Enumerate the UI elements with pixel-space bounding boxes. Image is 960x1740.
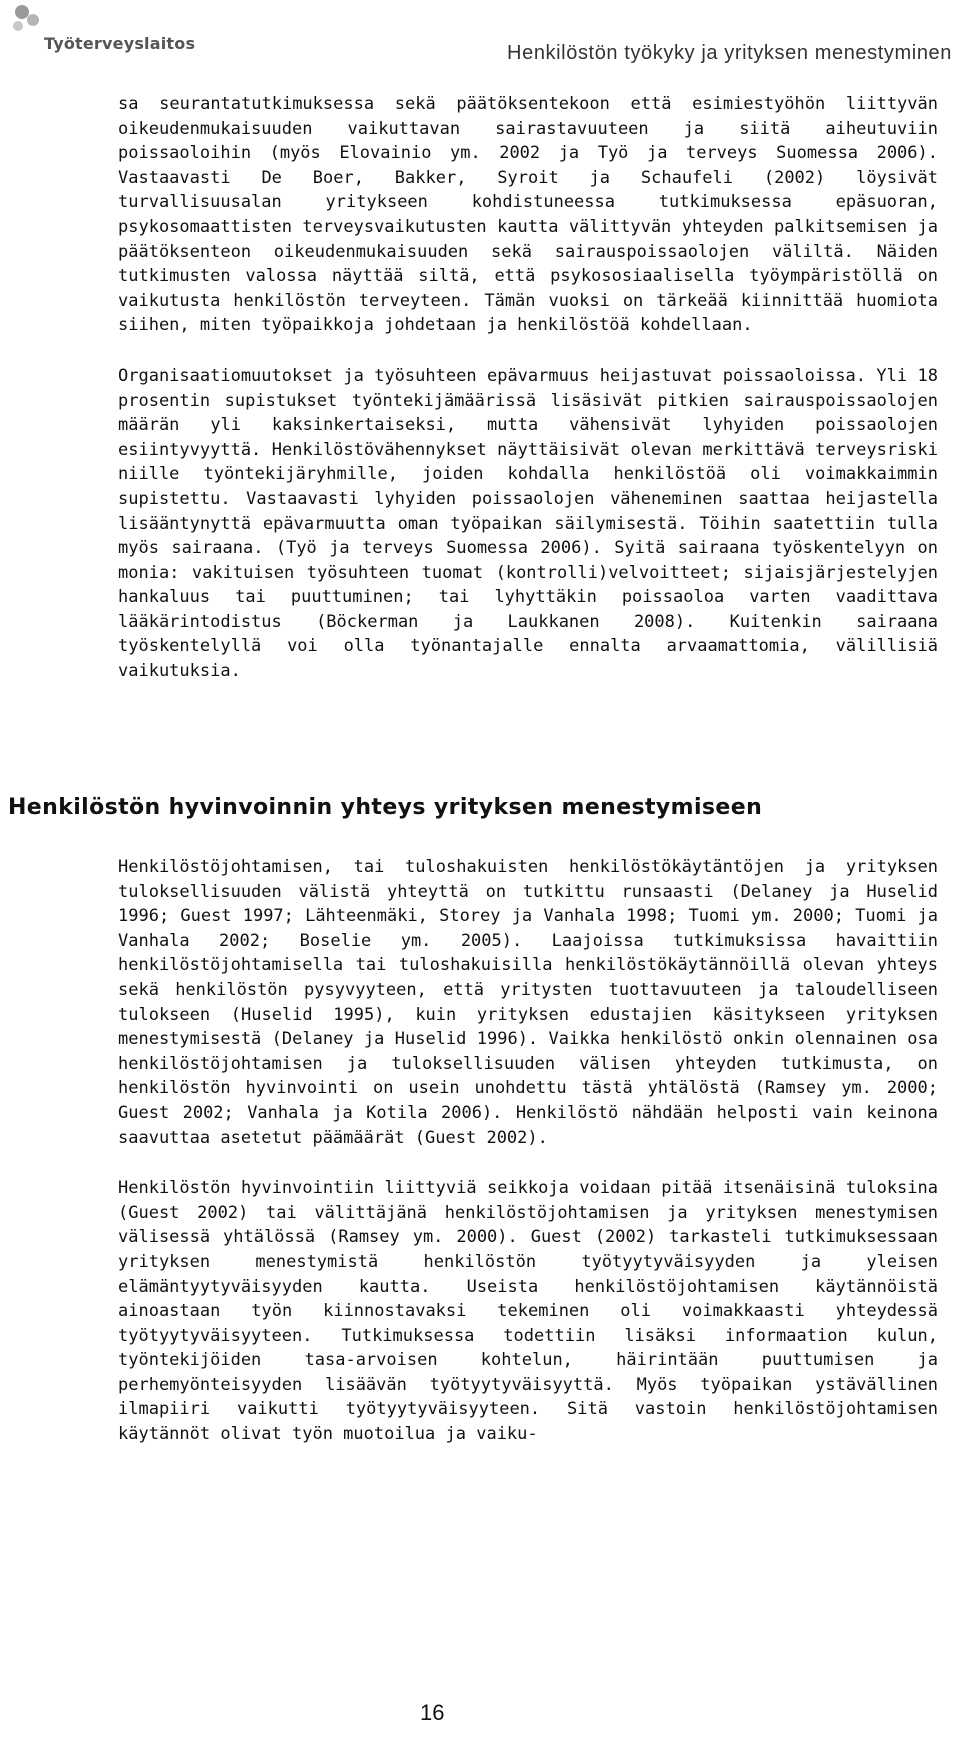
page-header	[0, 0, 960, 90]
paragraph: Organisaatiomuutokset ja työsuhteen epävarmuus heijastuvat poissaoloissa. Yli 18 prosentin supistukset työntekijämäärissä lisäsivät pitkien sairauspoissaolojen määrän yli kaksinkertaiseksi, mutta vähensivät lyhyiden poissaolojen esiintyvyyttä. Henkilöstövähennykset näyttäisivät olevan merkittävä terveysriski niille työntekijäryhmille, joiden kohdalla henkilöstöä oli voimakkaimmin supistettu. Vastaavasti lyhyiden poissaolojen väheneminen saattaa heijastella lisääntynyttä epävarmuutta oman työpaikan säilymisestä. Töihin saatettiin tulla myös sairaana. (Työ ja terveys Suomessa 2006). Syitä sairaana työskentelyyn on monia: vakituisen työsuhteen tuomat (kontrolli)velvoitteet; sijaisjärjestelyjen hankaluus tai puuttuminen; tai lyhyttäkin poissaoloa varten vaadittava lääkärintodistus (Böckerman ja Laukkanen 2008). Kuitenkin sairaana työskentelyllä voi olla työnantajalle ennalta arvaamattomia, välillisiä vaikutuksia.	[118, 365, 938, 682]
logo-text: Työterveyslaitos	[44, 34, 196, 53]
running-title: Henkilöstön työkyky ja yrityksen menestyminen	[507, 42, 952, 64]
page-number: 16	[420, 1700, 445, 1725]
logo	[8, 2, 208, 58]
section-heading: Henkilöstön hyvinvoinnin yhteys yrityksen menestymiseen	[8, 795, 763, 820]
paragraph: Henkilöstön hyvinvointiin liittyviä seikkoja voidaan pitää itsenäisinä tuloksina (Guest 2002) tai välittäjänä henkilöstöjohtamisen ja yrityksen menestymisen välisessä yhtälössä (Ramsey ym. 2000). Guest (2002) tarkasteli tutkimuksessaan yrityksen menestymistä henkilöstön työtyytyväisyyden ja yleisen elämäntyytyväisyyden kautta. Useista henkilöstöjohtamisen käytännöistä ainoastaan työn kiinnostavaksi tekeminen oli voimakkaasti yhteydessä työtyytyväisyyteen. Tutkimuksessa todettiin lisäksi informaation kulun, työntekijöiden tasa-arvoisen kohtelun, häirintään puuttumisen ja perhemyönteisyyden lisäävän työtyytyväisyyttä. Myös työpaikan ystävällinen ilmapiiri vaikutti työtyytyväisyyteen. Sitä vastoin henkilöstöjohtamisen käytännöt olivat työn muotoilua ja vaiku-	[118, 1178, 938, 1445]
body-section-1	[118, 92, 938, 710]
body-section-2	[118, 855, 938, 1473]
paragraph: sa seurantatutkimuksessa sekä päätöksentekoon että esimiestyöhön liittyvän oikeudenmukaisuuden vaikuttavan sairastavuuteen ja siitä aiheutuviin poissaoloihin (myös Elovainio ym. 2002 ja Työ ja terveys Suomessa 2006). Vastaavasti De Boer, Bakker, Syroit ja Schaufeli (2002) löysivät turvallisuusalan yritykseen kohdistuneessa tutkimuksessa epäsuoran, psykosomaattisten terveysvaikutusten kautta välittyvän yhteyden palkitsemisen ja päätöksenteon oikeudenmukaisuuden sekä sairauspoissaolojen väliltä. Näiden tutkimusten valossa näyttää siltä, että psykososiaalisella työympäristöllä on vaikutusta henkilöstön terveyteen. Tämän vuoksi on tärkeää kiinnittää huomiota siihen, miten työpaikkoja johdetaan ja henkilöstöä kohdellaan.	[118, 94, 938, 336]
paragraph: Henkilöstöjohtamisen, tai tuloshakuisten henkilöstökäytäntöjen ja yrityksen tuloksellisuuden välistä yhteyttä on tutkittu runsaasti (Delaney ja Huselid 1996; Guest 1997; Lähteenmäki, Storey ja Vanhala 1998; Tuomi ym. 2000; Tuomi ja Vanhala 2002; Boselie ym. 2005). Laajoissa tutkimuksissa havaittiin henkilöstöjohtamisella tai tuloshakuisilla henkilöstökäytännöillä olevan yhteys sekä henkilöstön pysyvyyteen, että yritysten tuottavuuteen ja taloudelliseen tulokseen (Huselid 1995), kuin yrityksen edustajien käsitykseen yrityksen menestymisestä (Delaney ja Huselid 1996). Vaikka henkilöstö onkin olennainen osa henkilöstöjohtamisen ja tuloksellisuuden välisen yhteyden tutkimusta, on henkilöstön hyvinvointi on usein unohdettu tästä yhtälöstä (Ramsey ym. 2000; Guest 2002; Vanhala ja Kotila 2006). Henkilöstö nähdään helposti vain keinona saavuttaa asetetut päämäärät (Guest 2002).	[118, 857, 938, 1148]
